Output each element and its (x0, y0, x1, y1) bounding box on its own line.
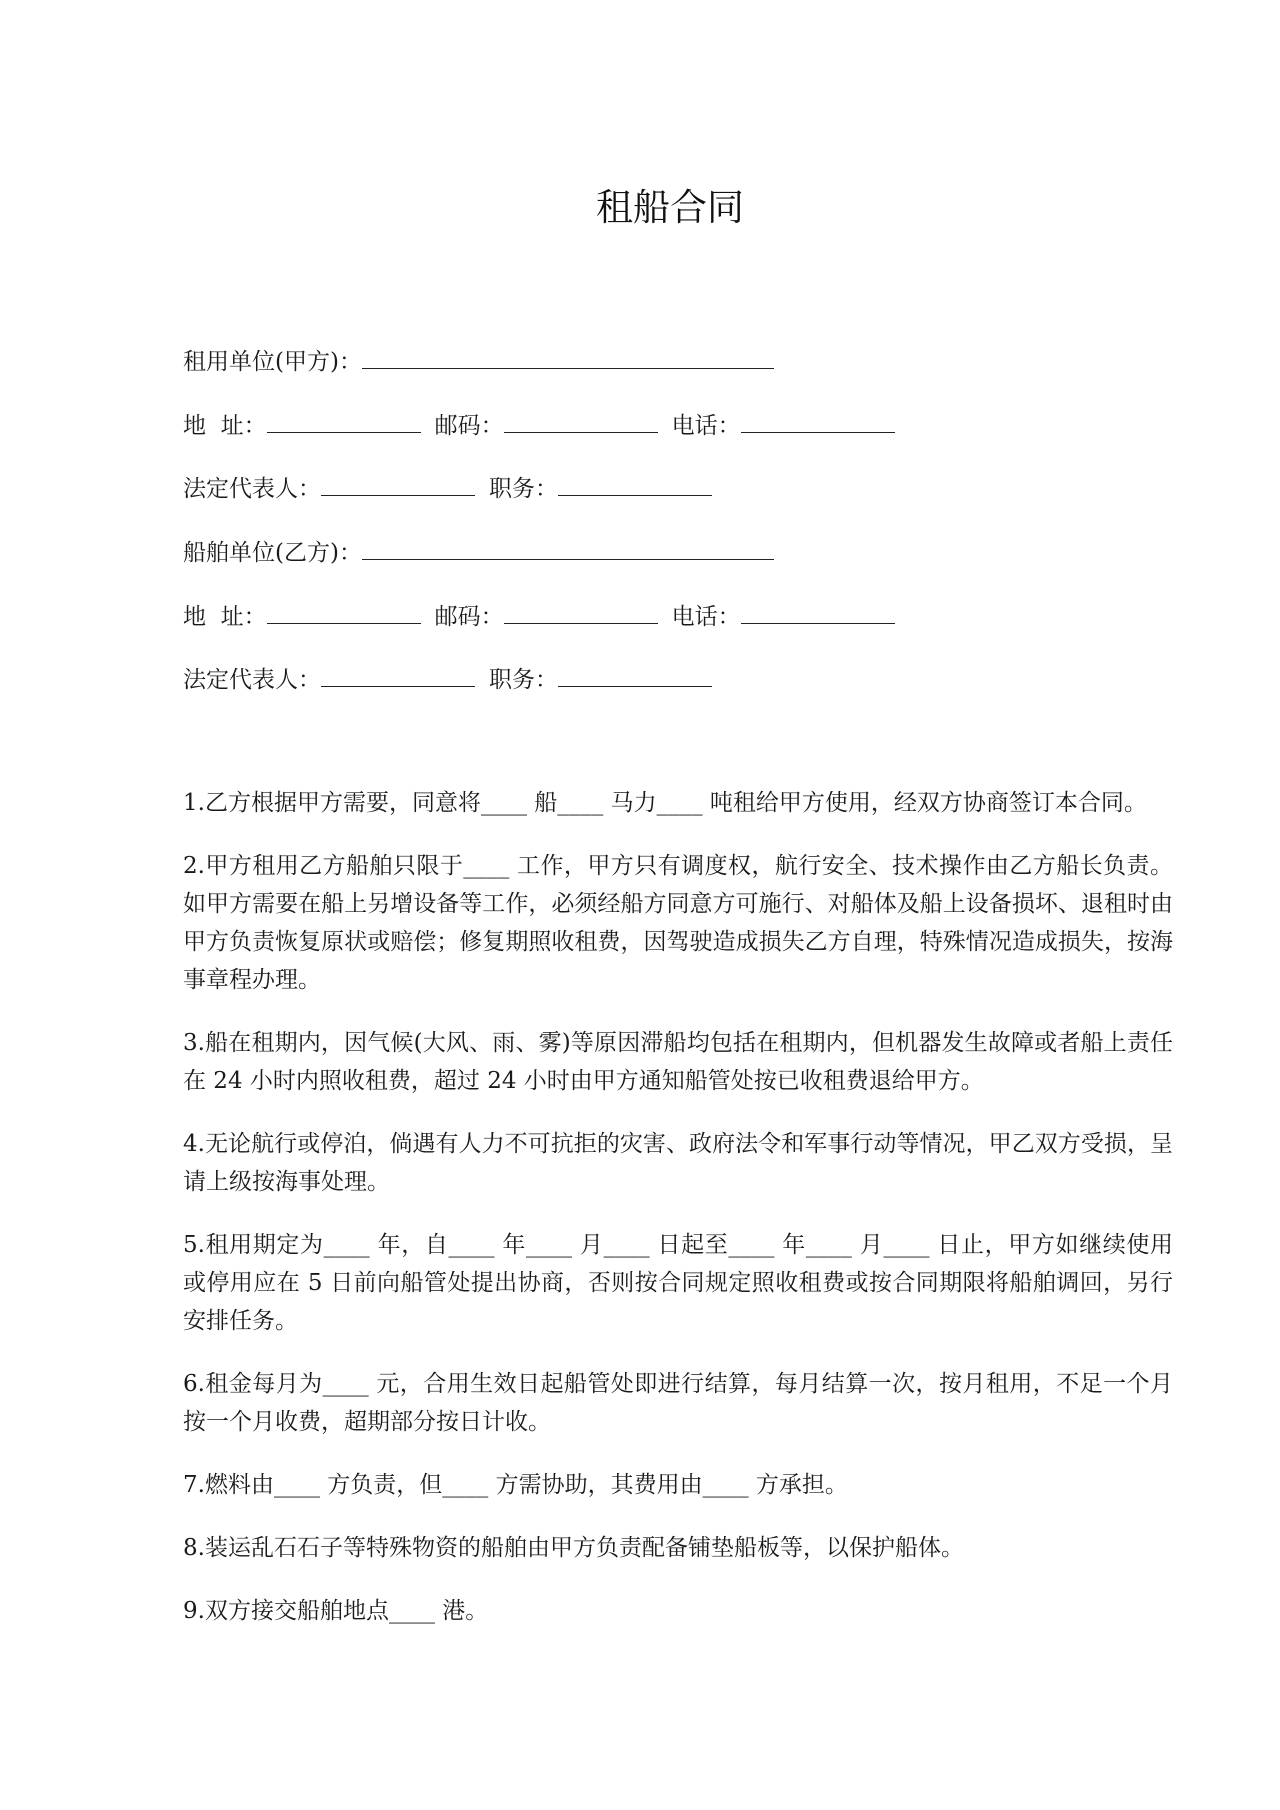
party-a-postcode-blank[interactable] (504, 410, 658, 433)
clause-4: 4.无论航行或停泊，倘遇有人力不可抗拒的灾害、政府法令和军事行动等情况，甲乙双方受损，呈请上级按海事处理。 (183, 1131, 1173, 1195)
party-b-rep-line (183, 663, 712, 697)
party-b-phone-label: 电话： (671, 604, 741, 630)
party-a-rep-blank[interactable] (321, 473, 475, 496)
party-a-unit-blank[interactable] (362, 346, 774, 369)
party-a-address-label: 地 址： (183, 413, 267, 439)
party-a-address-line (183, 409, 895, 443)
clause-5: 5.租用期定为____ 年，自____ 年____ 月____ 日起至____ 年____ 月____ 日止，甲方如继续使用或停用应在 5 日前向船管处提出协商，否则按合同规定照收租费或按合同期限将船舶调回，另行安排任务。 (183, 1232, 1173, 1334)
party-b-position-label: 职务： (489, 667, 558, 693)
party-b-address-label: 地 址： (183, 604, 267, 630)
party-a-phone-label: 电话： (671, 413, 741, 439)
party-b-rep-label: 法定代表人： (183, 667, 321, 693)
party-a-rep-label: 法定代表人： (183, 476, 321, 502)
party-a-address-blank[interactable] (267, 410, 421, 433)
party-a-unit-line (183, 345, 774, 379)
clause-1: 1.乙方根据甲方需要，同意将____ 船____ 马力____ 吨租给甲方使用，经双方协商签订本合同。 (183, 790, 1147, 816)
party-a-phone-blank[interactable] (741, 410, 895, 433)
clause-9: 9.双方接交船舶地点____ 港。 (183, 1598, 489, 1624)
document-title: 租船合同 (596, 186, 744, 229)
clause-8: 8.装运乱石石子等特殊物资的船舶由甲方负责配备铺垫船板等，以保护船体。 (183, 1535, 964, 1561)
party-b-address-line (183, 600, 895, 634)
party-b-position-blank[interactable] (558, 664, 712, 687)
contract-clauses (183, 784, 1173, 1655)
party-a-position-blank[interactable] (558, 473, 712, 496)
party-b-unit-line (183, 536, 774, 570)
party-b-postcode-blank[interactable] (504, 601, 658, 624)
clause-2: 2.甲方租用乙方船舶只限于____ 工作，甲方只有调度权，航行安全、技术操作由乙方船长负责。如甲方需要在船上另增设备等工作，必须经船方同意方可施行、对船体及船上设备损坏、退租时由甲方负责恢复原状或赔偿；修复期照收租费，因驾驶造成损失乙方自理，特殊情况造成损失，按海事章程办理。 (183, 853, 1173, 993)
clause-3: 3.船在租期内，因气候(大风、雨、雾)等原因滞船均包括在租期内，但机器发生故障或者船上责任在 24 小时内照收租费，超过 24 小时由甲方通知船管处按已收租费退给甲方。 (183, 1030, 1173, 1094)
party-b-unit-blank[interactable] (362, 537, 774, 560)
party-a-rep-line (183, 472, 712, 506)
clause-7: 7.燃料由____ 方负责，但____ 方需协助，其费用由____ 方承担。 (183, 1472, 848, 1498)
party-a-postcode-label: 邮码： (434, 413, 504, 439)
party-b-phone-blank[interactable] (741, 601, 895, 624)
party-b-rep-blank[interactable] (321, 664, 475, 687)
party-b-address-blank[interactable] (267, 601, 421, 624)
party-b-unit-label: 船舶单位(乙方)： (183, 540, 362, 566)
party-a-position-label: 职务： (489, 476, 558, 502)
party-a-unit-label: 租用单位(甲方)： (183, 349, 362, 375)
clause-6: 6.租金每月为____ 元，合用生效日起船管处即进行结算，每月结算一次，按月租用，不足一个月按一个月收费，超期部分按日计收。 (183, 1371, 1173, 1435)
party-b-postcode-label: 邮码： (434, 604, 504, 630)
